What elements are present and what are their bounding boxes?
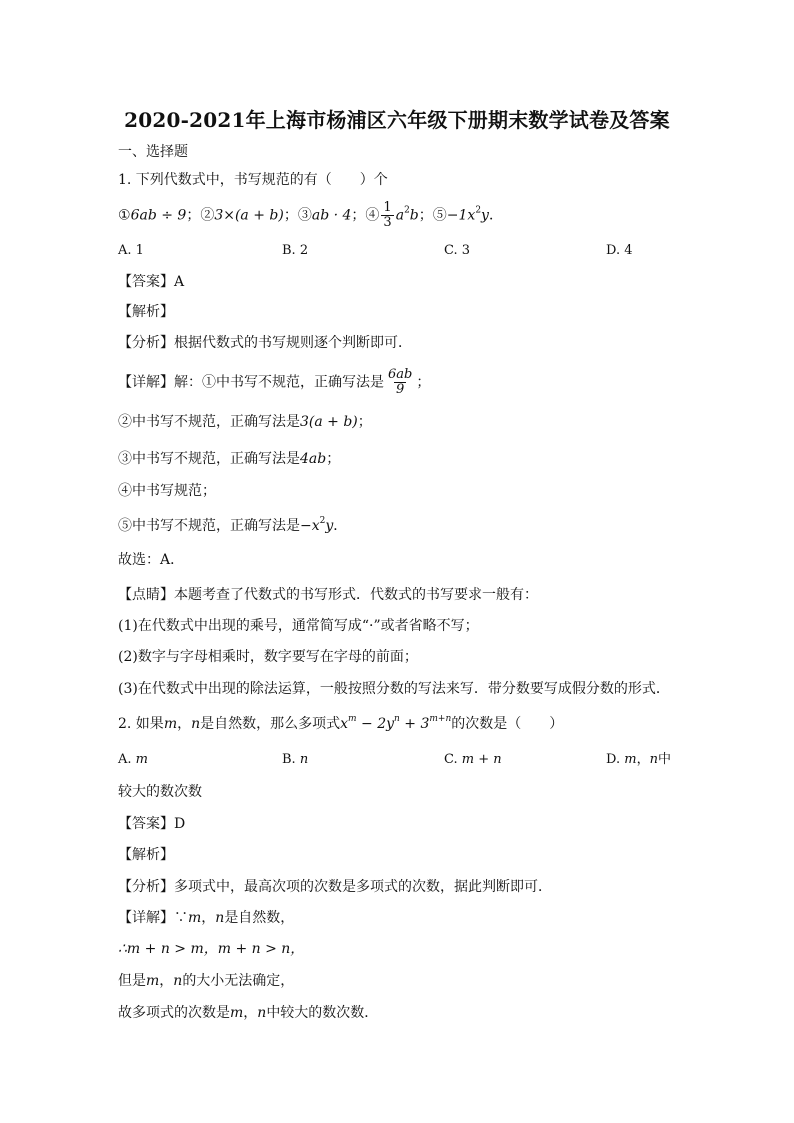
q1-point-1: (1)在代数式中出现的乘号，通常简写成“·”或者省略不写； xyxy=(118,618,479,634)
q1-answer: 【答案】A xyxy=(118,274,185,290)
sep: ；③ xyxy=(283,207,312,224)
comma: ， xyxy=(177,716,192,732)
q1-detail-line-5 xyxy=(118,516,347,536)
question-1-expressions xyxy=(118,201,503,230)
stem-text: 是自然数，那么多项式 xyxy=(200,716,341,732)
detail-text: 是自然数， xyxy=(224,910,295,926)
exponent: 2 xyxy=(319,516,326,526)
q2-detail-line-3 xyxy=(118,971,294,991)
poly-plus: + 3 xyxy=(399,716,430,732)
math-expr: 4ab xyxy=(300,451,327,467)
q1-detail-line-3 xyxy=(118,449,340,469)
detail-text: ③中书写不规范，正确写法是 xyxy=(118,451,300,467)
question-2-stem xyxy=(118,714,563,734)
q2-option-d-continued: 较大的数次数 xyxy=(118,784,202,800)
period: ． xyxy=(333,518,348,534)
option-text: 中 xyxy=(657,752,671,767)
comma: ， xyxy=(243,1005,258,1021)
option-math: n xyxy=(299,752,309,767)
q2-analysis-heading: 【解析】 xyxy=(118,847,174,863)
math-expr: y xyxy=(325,518,334,534)
q1-option-a: A. 1 xyxy=(118,243,144,258)
math-expr: 3(a + b) xyxy=(300,414,358,430)
q1-dianjing: 【点睛】本题考查了代数式的书写形式．代数式的书写要求一般有： xyxy=(118,587,538,603)
fraction-numerator: 1 xyxy=(383,200,392,215)
option-math: m xyxy=(135,752,148,767)
section-heading: 一、选择题 xyxy=(118,144,188,160)
q1-option-d: D. 4 xyxy=(606,243,633,258)
fraction-denominator: 3 xyxy=(383,215,392,230)
var-n: n xyxy=(257,1005,267,1021)
poly-x: x xyxy=(340,716,349,732)
exponent: n xyxy=(394,714,400,724)
q1-detail-line-4: ④中书写规范； xyxy=(118,483,216,499)
q1-analysis-heading: 【解析】 xyxy=(118,304,174,320)
q1-fenxi: 【分析】根据代数式的书写规则逐个判断即可． xyxy=(118,335,412,351)
semicolon: ； xyxy=(357,414,372,430)
q1-choose: 故选：A． xyxy=(118,552,185,568)
expr-1: 6ab ÷ 9 xyxy=(130,207,187,224)
q1-point-2: (2)数字与字母相乘时，数字要写在字母的前面； xyxy=(118,649,418,665)
semicolon: ； xyxy=(326,451,341,467)
sep: ；⑤ xyxy=(418,207,447,224)
option-letter: C. xyxy=(444,752,462,767)
expr-3: ab · 4 xyxy=(311,207,352,224)
q1-detail-line-1 xyxy=(118,368,430,397)
fraction-numerator: 6ab xyxy=(388,367,413,382)
var-m: m xyxy=(230,1005,244,1021)
q1-point-3: (3)在代数式中出现的除法运算，一般按照分数的写法来写．带分数要写成假分数的形式． xyxy=(118,681,670,697)
q2-detail-line-4 xyxy=(118,1003,378,1023)
var-m: m xyxy=(146,973,160,989)
exponent: m xyxy=(348,714,357,724)
fraction-denominator: 9 xyxy=(396,382,405,397)
var-n: n xyxy=(173,973,183,989)
expr-2: 3×(a + b) xyxy=(214,207,284,224)
option-letter: D. xyxy=(606,752,625,767)
detail-text: 中较大的数次数． xyxy=(266,1005,379,1021)
var-m: m xyxy=(163,716,178,732)
stem-text: 2. 如果 xyxy=(118,716,164,732)
q2-detail-line-1 xyxy=(118,908,294,928)
circled-1: ① xyxy=(118,207,131,224)
var-n: n xyxy=(191,716,201,732)
detail-text: 但是 xyxy=(118,973,146,989)
q2-option-c xyxy=(444,750,502,770)
detail-text: ⑤中书写不规范，正确写法是 xyxy=(118,518,300,534)
comma: ， xyxy=(201,910,216,926)
page-title: 2020-2021年上海市杨浦区六年级下册期末数学试卷及答案 xyxy=(124,108,670,132)
detail-text: 故多项式的次数是 xyxy=(118,1005,230,1021)
exponent: 2 xyxy=(404,205,410,216)
semicolon: ； xyxy=(416,374,431,391)
option-math: n xyxy=(649,752,658,767)
option-letter: A. xyxy=(118,752,136,767)
question-1-stem: 1. 下列代数式中，书写规范的有（ ）个 xyxy=(118,172,388,188)
expr-5: −1x xyxy=(446,207,476,224)
sep: ；② xyxy=(186,207,215,224)
detail-text: ②中书写不规范，正确写法是 xyxy=(118,414,300,430)
q2-option-a xyxy=(118,750,148,770)
exponent: 2 xyxy=(475,205,482,216)
detail-text: 【详解】∵ xyxy=(118,910,188,926)
q1-option-c: C. 3 xyxy=(444,243,471,258)
stem-text: 的次数是（ ） xyxy=(451,716,564,732)
detail-text: 的大小无法确定， xyxy=(182,973,295,989)
expr-4b: b xyxy=(409,207,419,224)
comma: ， xyxy=(636,752,650,767)
var-n: n xyxy=(215,910,225,926)
q2-fenxi: 【分析】多项式中，最高次项的次数是多项式的次数，据此判断即可． xyxy=(118,879,552,895)
q2-option-b xyxy=(282,750,308,770)
sep: ；④ xyxy=(351,207,380,224)
option-letter: B. xyxy=(282,752,300,767)
fraction xyxy=(386,368,414,397)
q1-option-b: B. 2 xyxy=(282,243,309,258)
fraction xyxy=(381,201,393,230)
exponent: m+n xyxy=(429,714,452,724)
q2-option-d xyxy=(606,750,671,770)
poly-mid: − 2y xyxy=(356,716,395,732)
q1-detail-line-2 xyxy=(118,412,372,432)
option-math: m xyxy=(624,752,637,767)
detail-text: 【详解】解：①中书写不规范，正确写法是 xyxy=(118,374,384,391)
expr-4: a xyxy=(395,207,405,224)
q2-detail-line-2: ∴m + n > m，m + n > n， xyxy=(118,941,305,957)
comma: ， xyxy=(159,973,174,989)
expr-5b: y xyxy=(481,207,489,224)
math-expr: −x xyxy=(300,518,320,534)
q2-answer: 【答案】D xyxy=(118,816,186,832)
period: ． xyxy=(488,207,503,224)
var-m: m xyxy=(188,910,202,926)
option-math: m + n xyxy=(461,752,502,767)
